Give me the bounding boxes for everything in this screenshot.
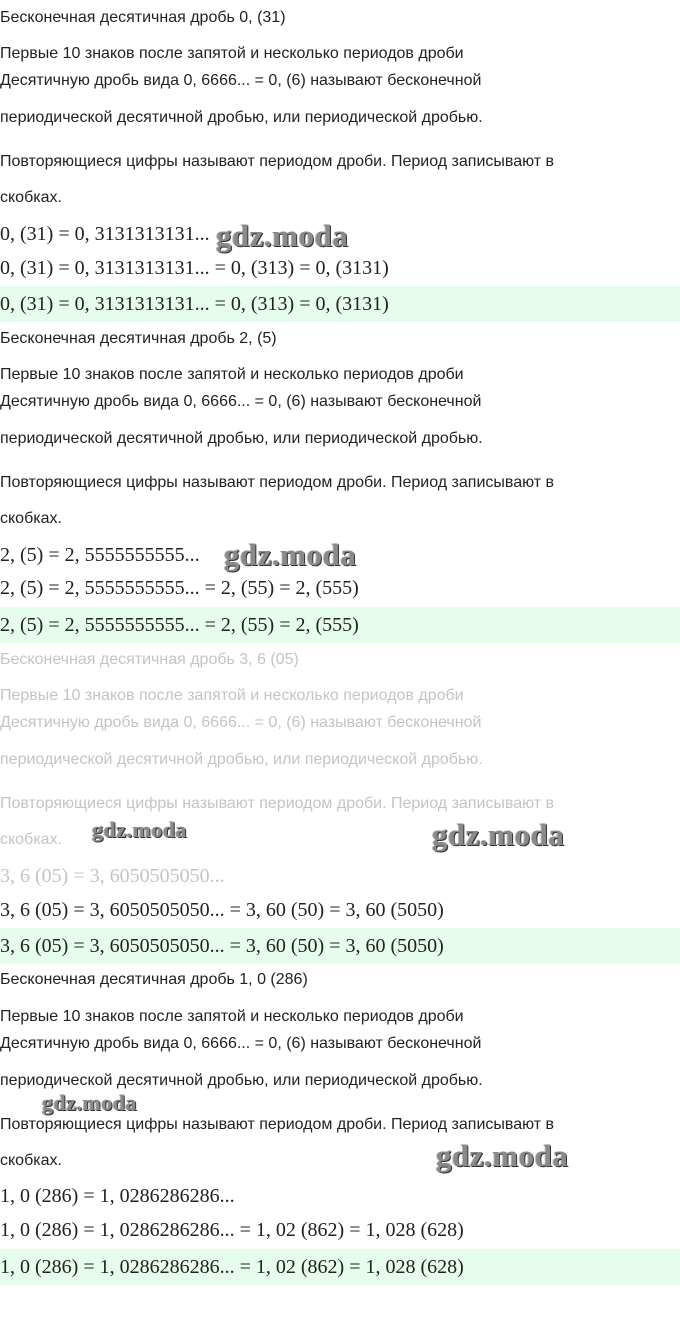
calculation-step-1: 0, (31) = 0, 3131313131... — [0, 223, 210, 245]
calculation-step-1: 3, 6 (05) = 3, 6050505050... — [0, 865, 225, 887]
definition-line-1: Десятичную дробь вида 0, 6666... = 0, (6) называют бесконечной — [0, 1035, 482, 1052]
calculation-step-1: 1, 0 (286) = 1, 0286286286... — [0, 1185, 235, 1207]
definition-line-1: Десятичную дробь вида 0, 6666... = 0, (6) называют бесконечной — [0, 393, 482, 410]
answer-line: 0, (31) = 0, 3131313131... = 0, (313) = 0, (3131) — [0, 293, 389, 315]
watermark-logo: gdz.moda — [224, 537, 357, 572]
calculation-step-2: 2, (5) = 2, 5555555555... = 2, (55) = 2, (555) — [0, 577, 359, 599]
period-rule-line-1: Повторяющиеся цифры называют периодом дроби. Период записывают в — [0, 1116, 555, 1133]
definition-line-2: периодической десятичной дробью, или периодической дробью. — [0, 751, 483, 768]
definition-line-2: периодической десятичной дробью, или периодической дробью. — [0, 109, 483, 126]
block-heading: Бесконечная десятичная дробь 3, 6 (05) — [0, 651, 299, 668]
calculation-step-1: 2, (5) = 2, 5555555555... — [0, 544, 200, 566]
watermark-logo: gdz.moda — [432, 817, 565, 852]
first-ten-digits-note: Первые 10 знаков после запятой и несколько периодов дроби — [0, 45, 464, 62]
period-rule-line-1: Повторяющиеся цифры называют периодом дроби. Период записывают в — [0, 795, 555, 812]
period-rule-line-2: скобках. — [0, 1152, 62, 1169]
period-rule-line-1: Повторяющиеся цифры называют периодом дроби. Период записывают в — [0, 474, 555, 491]
definition-line-1: Десятичную дробь вида 0, 6666... = 0, (6) называют бесконечной — [0, 714, 482, 731]
answer-line: 1, 0 (286) = 1, 0286286286... = 1, 02 (862) = 1, 028 (628) — [0, 1256, 464, 1278]
period-rule-line-2: скобках. — [0, 831, 62, 848]
answer-line: 3, 6 (05) = 3, 6050505050... = 3, 60 (50) = 3, 60 (5050) — [0, 935, 444, 957]
calculation-step-2: 0, (31) = 0, 3131313131... = 0, (313) = 0, (3131) — [0, 257, 389, 279]
calculation-step-2: 1, 0 (286) = 1, 0286286286... = 1, 02 (862) = 1, 028 (628) — [0, 1219, 464, 1241]
answer-line: 2, (5) = 2, 5555555555... = 2, (55) = 2, (555) — [0, 614, 359, 636]
first-ten-digits-note: Первые 10 знаков после запятой и несколько периодов дроби — [0, 366, 464, 383]
period-rule-line-2: скобках. — [0, 510, 62, 527]
calculation-step-2: 3, 6 (05) = 3, 6050505050... = 3, 60 (50) = 3, 60 (5050) — [0, 899, 444, 921]
period-rule-line-1: Повторяющиеся цифры называют периодом дроби. Период записывают в — [0, 153, 555, 170]
definition-line-2: периодической десятичной дробью, или периодической дробью. — [0, 430, 483, 447]
watermark-logo: gdz.moda — [92, 817, 188, 842]
watermark-logo: gdz.moda — [436, 1138, 569, 1173]
watermark-logo: gdz.moda — [42, 1090, 138, 1115]
period-rule-line-2: скобках. — [0, 189, 62, 206]
block-heading: Бесконечная десятичная дробь 0, (31) — [0, 9, 286, 26]
watermark-logo: gdz.moda — [216, 218, 349, 253]
block-heading: Бесконечная десятичная дробь 1, 0 (286) — [0, 971, 308, 988]
definition-line-1: Десятичную дробь вида 0, 6666... = 0, (6) называют бесконечной — [0, 72, 482, 89]
first-ten-digits-note: Первые 10 знаков после запятой и несколько периодов дроби — [0, 687, 464, 704]
first-ten-digits-note: Первые 10 знаков после запятой и несколько периодов дроби — [0, 1008, 464, 1025]
definition-line-2: периодической десятичной дробью, или периодической дробью. — [0, 1072, 483, 1089]
block-heading: Бесконечная десятичная дробь 2, (5) — [0, 330, 277, 347]
